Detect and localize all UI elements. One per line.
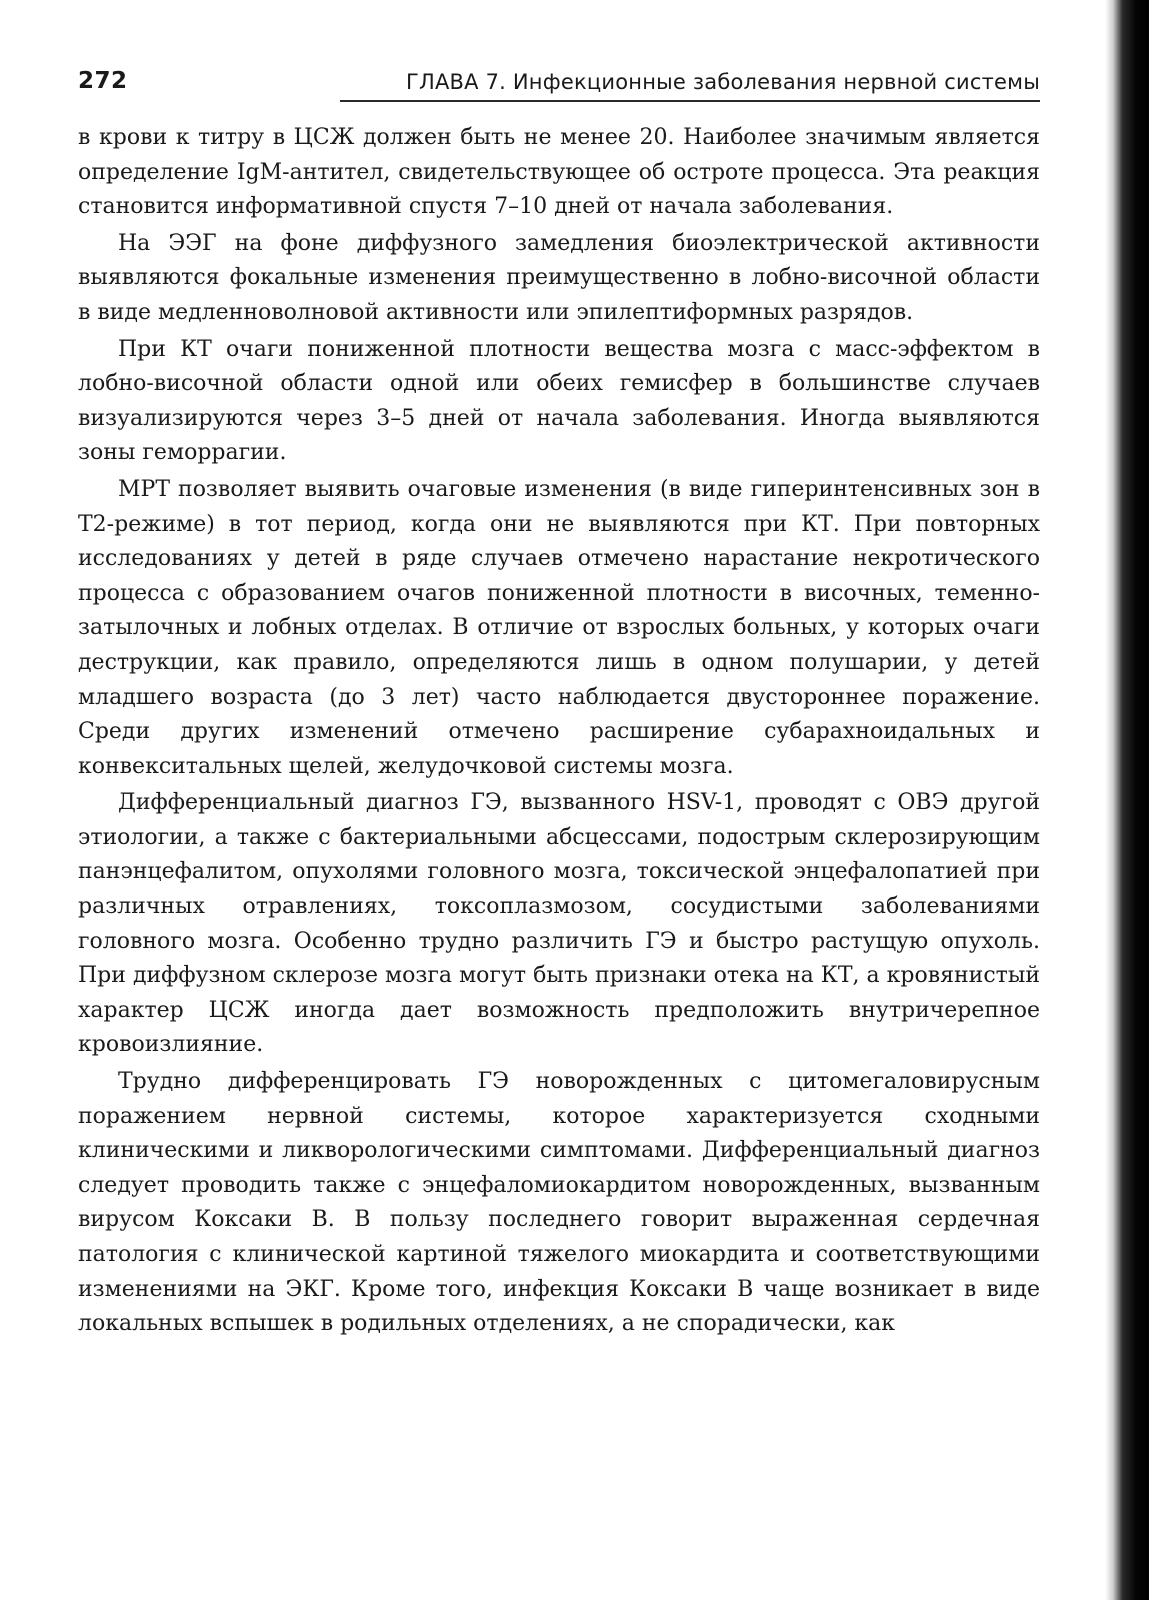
body-text bbox=[78, 121, 1040, 1342]
paragraph-4: МРТ позволяет выявить очаговые изменения (в виде гиперинтенсивных зон в Т2-режиме) в тот период, когда они не выявляются при КТ. При повторных исследованиях у детей в ряде случаев отмечено нарастание некротического процесса с образованием очагов пониженной плотности в височных, теменно-затылочных и лобных отделах. В отличие от взрослых больных, у которых очаги деструкции, как правило, определяются лишь в одном полушарии, у детей младшего возраста (до 3 лет) часто наблюдается двустороннее поражение. Среди других изменений отмечено расширение субарахноидальных и конвекситальных щелей, желудочковой системы мозга. bbox=[78, 476, 1040, 779]
paragraph-3: При КТ очаги пониженной плотности вещества мозга с масс-эффектом в лобно-височной области одной или обеих гемисфер в большинстве случаев визуализируются через 3–5 дней от начала заболевания. Иногда выявляются зоны геморрагии. bbox=[78, 336, 1040, 466]
chapter-title: ГЛАВА 7. Инфекционные заболевания нервной системы bbox=[405, 70, 1040, 94]
running-head bbox=[78, 66, 1040, 102]
header-rule bbox=[340, 100, 1040, 102]
paragraph-2: На ЭЭГ на фоне диффузного замедления биоэлектрической активности выявляются фокальные изменения преимущественно в лобно-височной области в виде медленноволновой активности или эпилептиформных разрядов. bbox=[78, 230, 1040, 325]
paragraph-5: Дифференциальный диагноз ГЭ, вызванного HSV-1, проводят с ОВЭ другой этиологии, а также с бактериальными абсцессами, подострым склерозирующим панэнцефалитом, опухолями головного мозга, токсической энцефалопатией при различных отравлениях, токсоплазмозом, сосудистыми заболеваниями головного мозга. Особенно трудно различить ГЭ и быстро растущую опухоль. При диффузном склерозе мозга могут быть признаки отека на КТ, а кровянистый характер ЦСЖ иногда дает возможность предположить внутричерепное кровоизлияние. bbox=[78, 790, 1040, 1058]
paragraph-1: в крови к титру в ЦСЖ должен быть не менее 20. Наиболее значимым является определение IgM-антител, свидетельствующее об остроте процесса. Эта реакция становится информативной спустя 7–10 дней от начала заболевания. bbox=[78, 125, 1040, 220]
book-spine-shadow bbox=[1105, 0, 1149, 1600]
paragraph-6: Трудно дифференцировать ГЭ новорожденных с цитомегаловирусным поражением нервной системы, которое характеризуется сходными клиническими и ликворологическими симптомами. Дифференциальный диагноз следует проводить также с энцефаломиокардитом новорожденных, вызванным вирусом Коксаки В. В пользу последнего говорит выраженная сердечная патология с клинической картиной тяжелого миокардита и соответствующими изменениями на ЭКГ. Кроме того, инфекция Коксаки В чаще возникает в виде локальных вспышек в родильных отделениях, а не спорадически, как bbox=[78, 1069, 1040, 1337]
page-number: 272 bbox=[78, 68, 128, 94]
